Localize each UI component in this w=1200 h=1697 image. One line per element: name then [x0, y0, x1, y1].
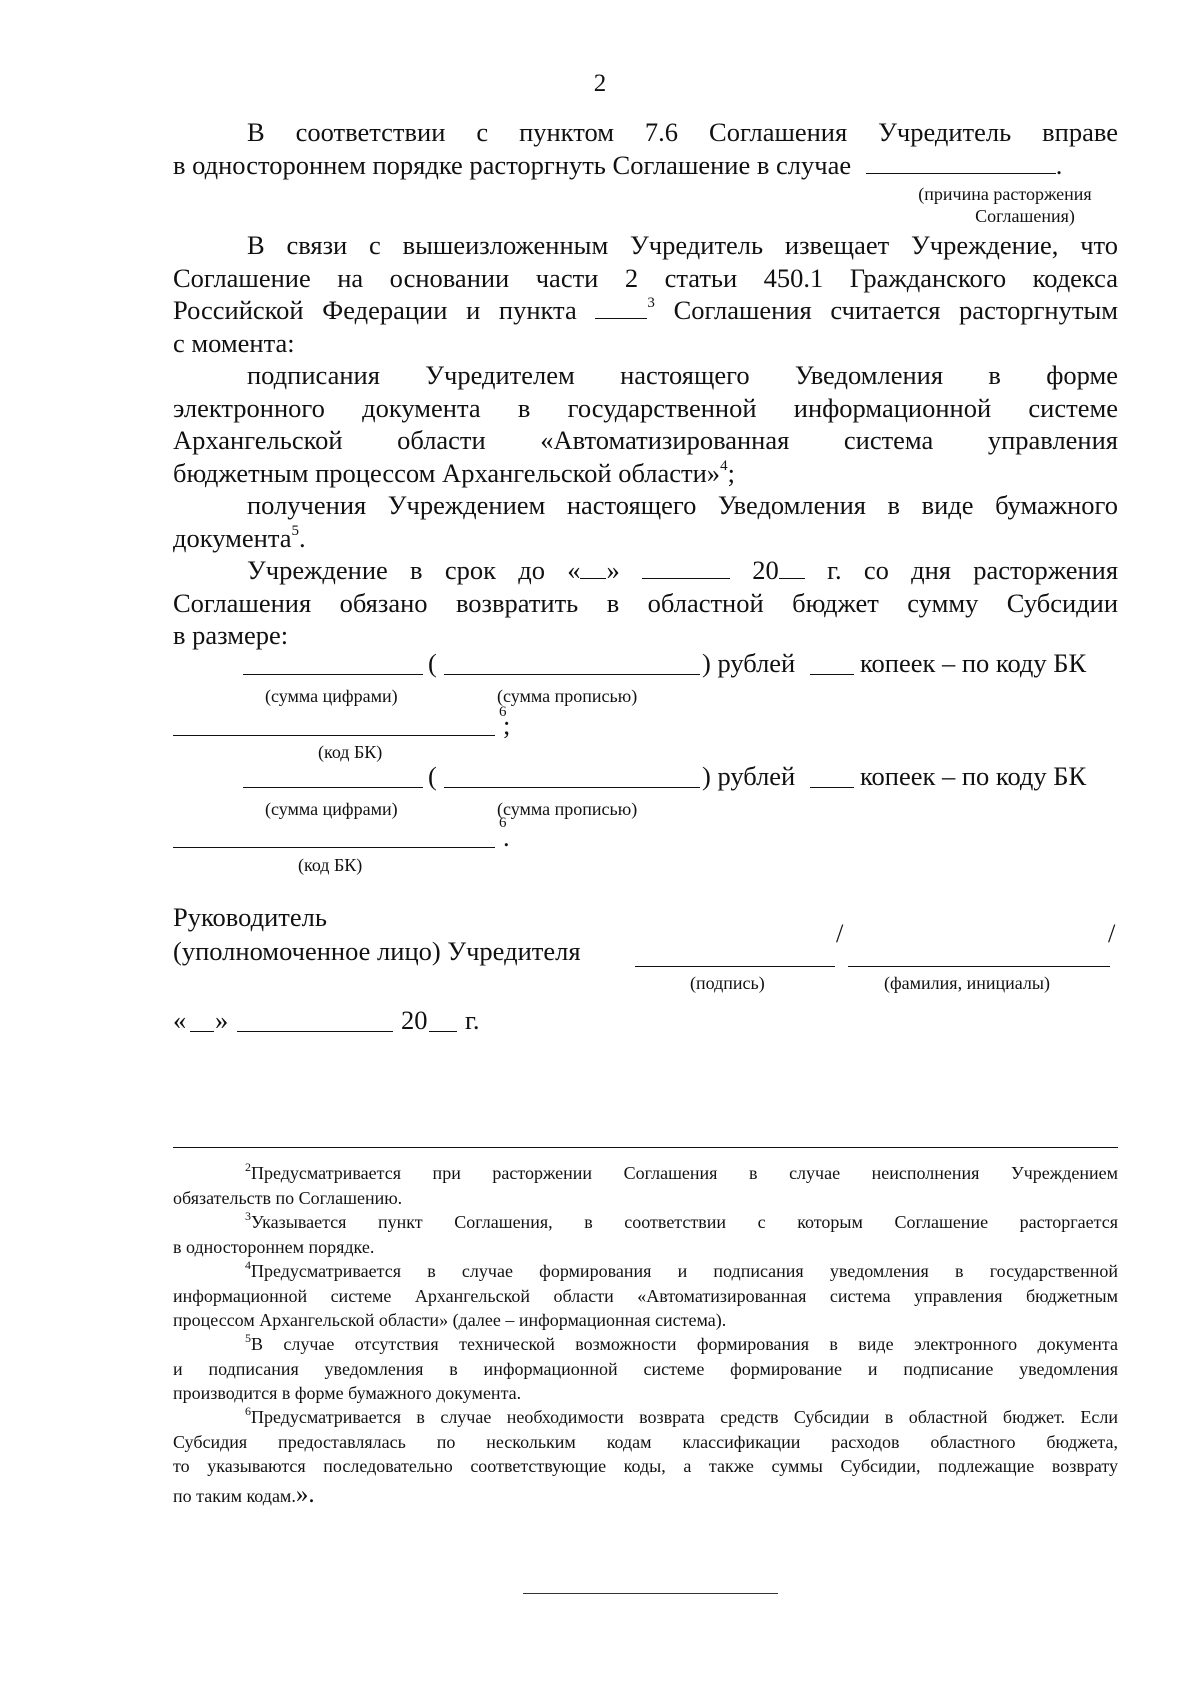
- footnote-ref-4: 4: [720, 457, 728, 474]
- caption-sum-words: (сумма прописью): [497, 799, 638, 819]
- p1-line-1: В соответствии с пунктом 7.6 Соглашения Учредитель вправе: [247, 117, 1118, 147]
- document-page: 2 В соответствии с пунктом 7.6 Соглашения Учредитель вправе в одностороннем порядке расторгнуть Соглашение в случае . (причина расторжения Соглашения) В связи с вышеизложенным Учредитель извещает Учреждение, что Соглашение на основании части 2 статьи 450.1 Гражданского кодекса Российской Федерации и пункта $^3$ Соглашения считается расторгнутым с момента: подписания Учредителем настоящего Уведомления в форме электронного документа в государственной информационной системе Архангельской области «Автоматизированная система управления бюджетным процессом Архангельской области»$^4$; получения Учреждением настоящего Уведомления в виде бумажного документа$^5$. Учреждение в срок до « » 20 г. со дня расторжения Соглашения обязано возвратить в областной бюджет сумму Субсидии в размере: ( ) рублей копеек – по коду БК (сумма цифрами) (сумма прописью) 6 ; (код БК) ( ) рублей копеек – по коду БК (сумма цифрами) (сумма прописью) 6 . (код БК) Руководитель (уполномоченное лицо) Учредителя / / (подпись) (фамилия, инициалы) « » 20 г. $^2$Предусматривается при расторжении Соглашения в случае неисполнения Учреждением обязательств по Соглашению. $^3$Указывается пункт Соглашения, в соответствии с которым Соглашение расторгается в одностороннем порядке. $^4$Предусматривается в случае формирования и подписания уведомления в государственной информационной системе Архангельской области «Автоматизированная система управления бюджетным процессом Архангельской области» (далее – информационная система). $^5$В случае отсутствия технической возможности формирования в виде электронного документа и подписания уведомления в информационной системе формирование и подписание уведомления производится в форме бумажного документа. $^6$Предусматривается в случае необходимости возврата средств Субсидии в областной бюджет. Если Субсидия предоставлялась по нескольким кодам классификации расходов областного бюджета, то указываются последовательно соответствующие коды, а также суммы Субсидии, подлежащие возврату по таким кодам.».: [0, 0, 1200, 1697]
- reason-blank[interactable]: [866, 149, 1056, 174]
- sum-digits-blank[interactable]: [243, 787, 423, 788]
- month-blank[interactable]: [642, 554, 730, 579]
- footnote-5: $^5$В случае отсутствия технической возможности формирования в виде электронного документа и подписания уведомления в информационной системе формирование и подписание уведомления производится в форме бумажного документа.: [173, 1331, 1118, 1403]
- bk-code-blank[interactable]: [173, 847, 495, 848]
- year-blank[interactable]: [779, 554, 805, 579]
- kopecks-blank[interactable]: [810, 674, 854, 675]
- paragraph-refund: [173, 554, 1118, 652]
- footnote-6: $^6$Предусматривается в случае необходимости возврата средств Субсидии в областной бюджет. Если Субсидия предоставлялась по нескольким кодам классификации расходов областного бюджета, то указываются последовательно соответствующие коды, а также суммы Субсидии, подлежащие возврату по таким кодам.».: [173, 1404, 1118, 1508]
- kopecks-blank[interactable]: [810, 787, 854, 788]
- caption-bk-code: (код БК): [298, 855, 363, 875]
- p2-line-2: Соглашение на основании части 2 статьи 450.1 Гражданского кодекса: [173, 262, 1118, 293]
- date-year-blank[interactable]: [429, 1031, 457, 1032]
- sum-digits-blank[interactable]: [243, 674, 423, 675]
- p5-line-3: в размере:: [173, 620, 289, 650]
- footnote-4: $^4$Предусматривается в случае формирования и подписания уведомления в государственной информационной системе Архангельской области «Автоматизированная система управления бюджетным процессом Архангельской области» (далее – информационная система).: [173, 1258, 1118, 1330]
- caption-signature: (подпись): [690, 973, 765, 993]
- footnote-ref-6: 6: [499, 704, 507, 720]
- signature-blank[interactable]: [635, 966, 835, 967]
- footnote-separator: [173, 1147, 1118, 1148]
- paragraph-electronic-option: [173, 359, 1118, 489]
- page-number: 2: [593, 70, 607, 97]
- paragraph-paper-option: [173, 489, 1118, 554]
- caption-sum-words: (сумма прописью): [497, 686, 638, 706]
- p3-line-1: подписания Учредителем настоящего Уведомления в форме: [247, 360, 1118, 390]
- sum-words-blank[interactable]: [444, 787, 700, 788]
- p3-line-2: электронного документа в государственной информационной системе: [173, 392, 1118, 423]
- signature-title-2: (уполномоченное лицо) Учредителя: [173, 936, 581, 966]
- p4-line-1: получения Учреждением настоящего Уведомления в виде бумажного: [247, 490, 1118, 520]
- paragraph-notice: [173, 229, 1118, 359]
- footnote-ref-3: 3: [647, 295, 655, 311]
- p1-line-2: в одностороннем порядке расторгнуть Соглашение в случае .: [173, 149, 1063, 180]
- footnote-ref-5: 5: [291, 522, 300, 539]
- footnote-2: $^2$Предусматривается при расторжении Соглашения в случае неисполнения Учреждением обязательств по Соглашению.: [173, 1160, 1118, 1208]
- date-day-blank[interactable]: [190, 1031, 214, 1032]
- p5-line-2: Соглашения обязано возвратить в областной бюджет сумму Субсидии: [173, 587, 1118, 618]
- p2-line-3: Российской Федерации и пункта $^3$ Соглашения считается расторгнутым: [173, 295, 1119, 325]
- footnote-3: $^3$Указывается пункт Соглашения, в соответствии с которым Соглашение расторгается в одностороннем порядке.: [173, 1209, 1118, 1257]
- p4-line-2: документа$^5$.: [173, 522, 306, 553]
- day-blank[interactable]: [580, 554, 606, 579]
- footnote-ref-6: 6: [499, 815, 507, 831]
- p5-line-1: Учреждение в срок до « » 20 г. со дня расторжения: [247, 555, 1119, 585]
- p2-line-1: В связи с вышеизложенным Учредитель извещает Учреждение, что: [247, 230, 1118, 260]
- date-month-blank[interactable]: [237, 1031, 393, 1032]
- reason-caption: (причина расторжения Соглашения): [918, 184, 1092, 226]
- p3-line-3: Архангельской области «Автоматизированная система управления: [173, 425, 1118, 455]
- signature-title-1: Руководитель: [173, 902, 327, 932]
- p2-line-4: с момента:: [173, 327, 295, 358]
- caption-bk-code: (код БК): [318, 742, 383, 762]
- bk-code-blank[interactable]: [173, 735, 495, 736]
- caption-sum-digits: (сумма цифрами): [265, 686, 398, 706]
- p3-line-4: бюджетным процессом Архангельской области»$^4$;: [173, 457, 735, 488]
- paragraph-termination-right: [173, 116, 1118, 181]
- bottom-rule: [523, 1593, 778, 1594]
- caption-sum-digits: (сумма цифрами): [265, 799, 398, 819]
- caption-name: (фамилия, инициалы): [884, 973, 1050, 993]
- clause-blank[interactable]: [595, 294, 647, 319]
- sum-words-blank[interactable]: [444, 674, 700, 675]
- name-blank[interactable]: [848, 966, 1110, 967]
